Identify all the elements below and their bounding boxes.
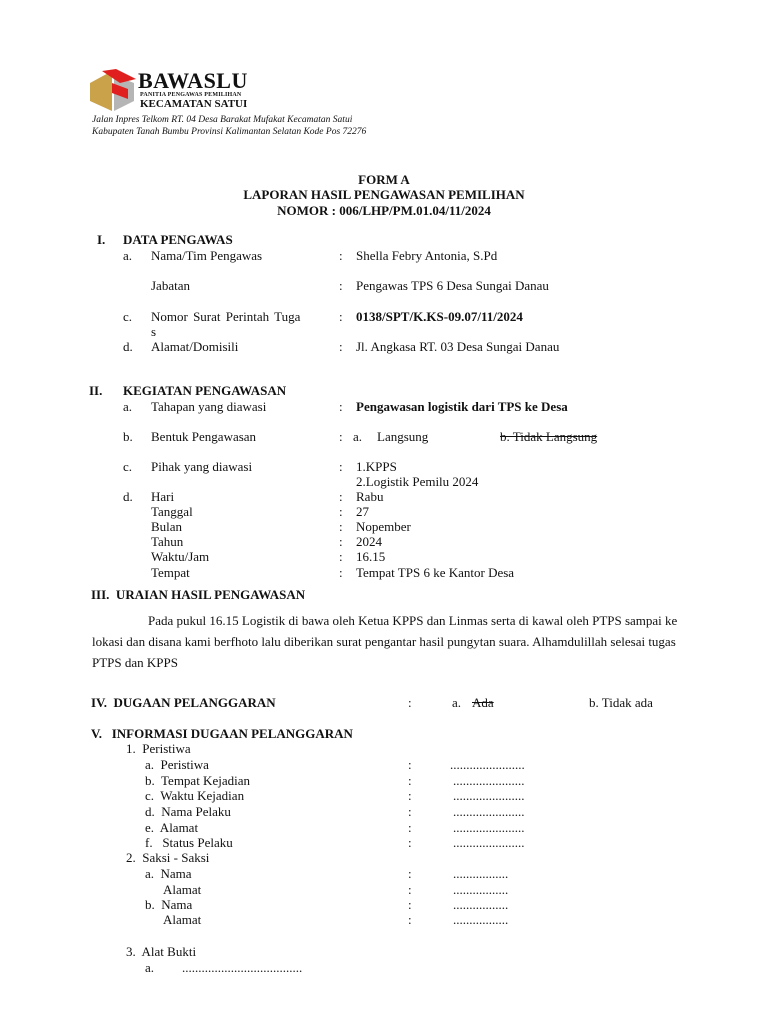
s2-b-label: Bentuk Pengawasan <box>151 429 257 444</box>
s5-saksi-a-alamat-dots: ................. <box>453 882 509 897</box>
form-title: FORM A <box>358 172 410 187</box>
s5-tempat-label: b. Tempat Kejadian <box>145 773 250 788</box>
s2-tanggal-value: 27 <box>356 504 369 519</box>
colon: : <box>339 309 343 324</box>
s2-c-label: Pihak yang diawasi <box>151 459 253 474</box>
s1-jabatan-value: Pengawas TPS 6 Desa Sungai Danau <box>356 278 549 293</box>
s5-saksi-b-nama-dots: ................. <box>453 897 509 912</box>
s4-opt-b: b. Tidak ada <box>589 695 653 710</box>
s5-pelaku-label: d. Nama Pelaku <box>145 804 231 819</box>
s2-a-value: Pengawasan logistik dari TPS ke Desa <box>356 399 568 414</box>
s2-c-value-1: 1.KPPS <box>356 459 397 474</box>
s2-b-opt-b-struck: b. Tidak Langsung <box>500 429 598 444</box>
s5-saksi-b-alamat: Alamat <box>163 912 202 927</box>
section-1-numeral: I. <box>97 232 106 247</box>
s5-tempat-dots: ...................... <box>453 773 525 788</box>
s2-c-letter: c. <box>123 459 133 474</box>
s2-bulan-value: Nopember <box>356 519 411 534</box>
s2-c-value-2: 2.Logistik Pemilu 2024 <box>356 474 479 489</box>
s5-saksi-a-nama-dots: ................. <box>453 866 509 881</box>
s5-pelaku-dots: ...................... <box>453 804 525 819</box>
s5-status-dots: ...................... <box>453 835 525 850</box>
s1-d-letter: d. <box>123 339 133 354</box>
colon: : <box>339 489 343 504</box>
colon: : <box>339 534 343 549</box>
s1-c-label-wrap: s <box>151 324 157 339</box>
report-number: NOMOR : 006/LHP/PM.01.04/11/2024 <box>277 203 491 218</box>
s1-a-label: Nama/Tim Pengawas <box>151 248 263 263</box>
colon: : <box>339 339 343 354</box>
section-1-heading: DATA PENGAWAS <box>123 232 233 247</box>
s1-c-letter: c. <box>123 309 133 324</box>
colon: : <box>339 565 343 580</box>
colon: : <box>408 897 412 912</box>
s5-saksi-a-alamat: Alamat <box>163 882 202 897</box>
colon: : <box>339 429 343 444</box>
s4-opt-a-struck: Ada <box>472 695 494 710</box>
s2-hari-label: Hari <box>151 489 175 504</box>
colon: : <box>408 882 412 897</box>
s2-hari-value: Rabu <box>356 489 384 504</box>
colon: : <box>408 866 412 881</box>
colon: : <box>339 278 343 293</box>
section-2-numeral: II. <box>89 383 103 398</box>
s2-tahun-label: Tahun <box>151 534 184 549</box>
org-subtitle: PANITIA PENGAWAS PEMILIHAN <box>140 92 242 98</box>
colon: : <box>408 695 412 710</box>
section-5-heading: V. INFORMASI DUGAAN PELANGGARAN <box>91 726 353 741</box>
s2-a-label: Tahapan yang diawasi <box>151 399 267 414</box>
s2-tahun-value: 2024 <box>356 534 382 549</box>
section-3-paragraph: Pada pukul 16.15 Logistik di bawa oleh Ketua KPPS dan Linmas serta di kawal oleh PTPS sampai ke lokasi dan disana kami berfhoto lalu diberikan surat pengantar hasil pungytan suara. Alhamdulillah selesai tugas PTPS dan KPPS <box>92 613 678 670</box>
s1-a-letter: a. <box>123 248 133 263</box>
colon: : <box>339 549 343 564</box>
s2-a-letter: a. <box>123 399 133 414</box>
s1-jabatan-label: Jabatan <box>151 278 190 293</box>
s5-alamat-label: e. Alamat <box>145 820 199 835</box>
colon: : <box>408 820 412 835</box>
s1-d-value: Jl. Angkasa RT. 03 Desa Sungai Danau <box>356 339 560 354</box>
s5-item-3: 3. Alat Bukti <box>126 944 197 959</box>
s5-peristiwa-label: a. Peristiwa <box>145 757 209 772</box>
colon: : <box>339 399 343 414</box>
s5-waktu-label: c. Waktu Kejadian <box>145 788 245 803</box>
s5-bukti-a-dots: ..................................... <box>182 960 303 975</box>
s5-peristiwa-dots: ....................... <box>450 757 525 772</box>
report-title: LAPORAN HASIL PENGAWASAN PEMILIHAN <box>243 187 525 202</box>
s5-status-label: f. Status Pelaku <box>145 835 233 850</box>
s5-item-1: 1. Peristiwa <box>126 741 191 756</box>
s2-waktu-value: 16.15 <box>356 549 386 564</box>
s5-saksi-b-nama: b. Nama <box>145 897 193 912</box>
address-line-2: Kabupaten Tanah Bumbu Provinsi Kalimantan Selatan Kode Pos 72276 <box>92 127 367 137</box>
section-3-heading: III. URAIAN HASIL PENGAWASAN <box>91 587 306 602</box>
s5-saksi-b-alamat-dots: ................. <box>453 912 509 927</box>
s2-tempat-label: Tempat <box>151 565 190 580</box>
s5-item-2: 2. Saksi - Saksi <box>126 850 210 865</box>
colon: : <box>408 804 412 819</box>
s1-d-label: Alamat/Domisili <box>151 339 239 354</box>
colon: : <box>339 248 343 263</box>
colon: : <box>408 912 412 927</box>
s1-c-label: Nomor Surat Perintah Tuga <box>151 309 301 324</box>
s5-waktu-dots: ...................... <box>453 788 525 803</box>
s2-bulan-label: Bulan <box>151 519 183 534</box>
address-line-1: Jalan Inpres Telkom RT. 04 Desa Barakat Mufakat Kecamatan Satui <box>92 115 353 125</box>
s2-b-letter: b. <box>123 429 133 444</box>
colon: : <box>408 835 412 850</box>
colon: : <box>408 773 412 788</box>
s5-bukti-a-letter: a. <box>145 960 155 975</box>
s2-b-opt-a: Langsung <box>377 429 429 444</box>
s1-a-value: Shella Febry Antonia, S.Pd <box>356 248 498 263</box>
s2-b-opt-a-letter: a. <box>353 429 363 444</box>
s1-c-value: 0138/SPT/K.KS-09.07/11/2024 <box>356 309 523 324</box>
s2-tanggal-label: Tanggal <box>151 504 193 519</box>
bawaslu-logo-icon <box>90 69 136 113</box>
s4-opt-a-letter: a. <box>452 695 462 710</box>
s2-tempat-value: Tempat TPS 6 ke Kantor Desa <box>356 565 515 580</box>
section-4-heading: IV. DUGAAN PELANGGARAN <box>91 695 276 710</box>
section-2-heading: KEGIATAN PENGAWASAN <box>123 383 287 398</box>
colon: : <box>408 757 412 772</box>
s2-waktu-label: Waktu/Jam <box>151 549 210 564</box>
s2-d-letter: d. <box>123 489 133 504</box>
s5-alamat-dots: ...................... <box>453 820 525 835</box>
s5-saksi-a-nama: a. Nama <box>145 866 192 881</box>
org-name: BAWASLU <box>138 68 248 93</box>
colon: : <box>408 788 412 803</box>
colon: : <box>339 459 343 474</box>
colon: : <box>339 519 343 534</box>
colon: : <box>339 504 343 519</box>
org-unit: KECAMATAN SATUI <box>140 98 248 110</box>
